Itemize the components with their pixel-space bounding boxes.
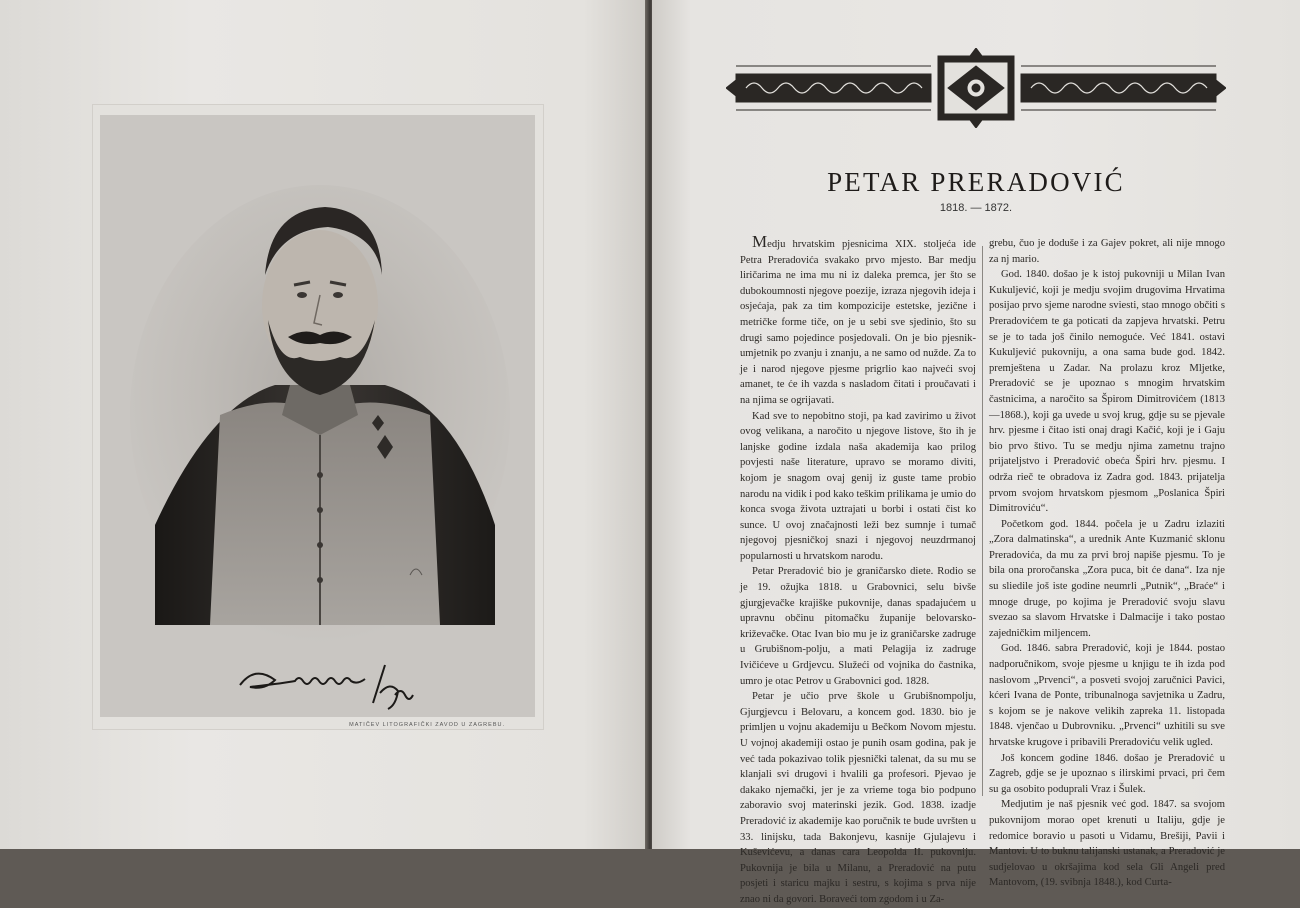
left-page: [0, 0, 648, 849]
paragraph: Petar Preradović bio je graničarsko diete. Rodio se je 19. ožujka 1818. u Grabovnici, selu bivše gjurgjevačke krajiške pukovnije, danas spadajućem u upravnu občinu pitomačku županije belovarsko-križevačke. Otac Ivan bio mu je iz graničarske zadruge u Grubišnom-polju, a mati Pelagija iz zadruge Ivičićeve u Grdjevcu. Služeći od vojnika do častnika, umro je otac Petrov u Grabovnici god. 1828.: [740, 566, 976, 687]
signature-image: [235, 645, 415, 715]
article-dates: 1818. — 1872.: [939, 202, 1013, 214]
paragraph: Medju hrvatskim pjesnicima XIX. stoljeća ide Petra Preradovića svakako prvo mjesto. Bar medju liričarima ne ima mu ni iz daleka premca, jer što se dubokoumnosti njegove poezije, izraza njegovih ideja i osjećaja, pak za tim kompozicije estetske, jezične i metričke forme tiče, on je u sebi sve sjedinio, što su drugi samo pojedince posjedovali. On je bio pjesnik-umjetnik po zvanju i znanju, a ne samo od nužde. Za to je i narod njegove pjesme prigrlio kao najveći svoj amanet, te će ih vazda s nasladom čitati i proučavati i na njima se ogrijavati.: [740, 232, 976, 406]
drop-cap: M: [752, 232, 768, 251]
portrait-engraving: [100, 115, 535, 717]
paragraph: Petar je učio prve škole u Grubišnompolju, Gjurgjevcu i Belovaru, a koncem god. 1830. bio je primljen u vojnu akademiju u Bečkom Novom mjestu. U vojnoj akademiji ostao je punih osam godina, pak je već tada pokazivao tolik pjesnički talenat, da su mu se klanjali svi drugovi i hvalili ga profesori. Pjevao je dakako njemački, jer je za vrieme toga bio podpuno zaboravio svoj materinski jezik. God. 1838. izadje Preradović iz akademije kao poručnik te bude uvršten u 33. linijsku, tada Bakonjevu, kasnije Gjulajevu i Kuševićevu, a danas cara Leopolda II. pukovniju. Pukovnija je bila u Milanu, a Preradović na putu posjeti i staricu majku i sestru, s kojima s prva nije znao ni da govori. Boraveći tom zgodom i u Za-: [740, 691, 976, 905]
paragraph: Kad sve to nepobitno stoji, pa kad zavirimo u život ovog velikana, a naročito u njegove listove, što ih je lanjske godine izdala naša akademija kao prilog povjesti naše literature, upravo se moramo diviti, kojom je snagom ovaj genij iz guste tame probio narodu na vidik i pod kako teškim prilikama je umio do konca svoga života uztrajati u borbi i ostati čist ko sunce. U ovoj značajnosti leži bez sumnje i tumač njegovoj pjesničkoj snazi i njegovoj neuzdrmanoj popularnosti u hrvatskom narodu.: [740, 410, 976, 562]
article-title: PETAR PRERADOVIĆ: [827, 167, 1125, 197]
portrait-image: [100, 115, 535, 717]
paragraph: Još koncem godine 1846. došao je Preradović u Zagreb, gdje se je upoznao s ilirskimi prvaci, pri čem su ga osobito poduprali Vraz i Šulek.: [989, 752, 1225, 795]
paragraph: Medjutim je naš pjesnik već god. 1847. sa svojom pukovnijom morao opet krenuti u Italiju, gdje je redomice boravio u pasoti u Vidamu, Brešiji, Pavii i Mantovi. U to buknu talijanski ustanak, a Preradović je sudjelovao u okršajima kod sela Gli Angeli pred Mantovom, (19. svibnja 1848.), kod Curta-: [989, 799, 1225, 889]
paragraph: Početkom god. 1844. počela je u Zadru izlaziti „Zora dalmatinska“, a urednik Ante Kuzmanić sklonu Preradovića, da mu za prvi broj napiše pjesmu. To je bila ona proročanska „Zora puca, bit će dana“. Iza nje su sliedile još iste godine neumrli „Putnik“, „Braće“ i mnoge druge, po kojima je Preradović svoju slavu svezao sa slavom Hrvatske i Dalmacije i tako postao zajedničkim miljencem.: [989, 518, 1225, 639]
ornamental-header-icon: [726, 48, 1226, 128]
column-divider: [982, 246, 983, 796]
portrait-plate: [92, 104, 544, 730]
paragraph: God. 1840. došao je k istoj pukovniji u Milan Ivan Kukuljević, koji je medju svojim drugovima Hrvatima posijao prvo sjeme narodne sviesti, stao mnogo občiti s Preradovićem te ga poticati da zapjeva hrvatski. Petru se je to tada još činilo nemoguće. Već 1841. ostavi Kukuljević pukovniju, a ona sama bude god. 1842. premještena u Zadar. Na prolazu kroz Mljetke, Preradović se je upoznao s mnogim hrvatskim častnicima, a naročito sa Špirom Dimitrovićem (1813—1868.), koji ga uvede u svoj krug, gdje su se pjevale hrv. pjesme i čitao isti onaj dragi Kačić, koji je i Gaju bio prvo štivo. Tu se medju njima zametnu trajno prijateljstvo i Preradović obeća Špiri hrv. pjesmu. I održa rieč te obradova iz Zadra god. 1843. prijatelja prvom svojom hrvatskom pjesmom „Poslanica Špiri Dimitroviću“.: [989, 269, 1225, 515]
paragraph: grebu, čuo je doduše i za Gajev pokret, ali nije mnogo za nj mario.: [989, 238, 1225, 265]
text-column-left: [740, 232, 976, 905]
text-column-right: [989, 236, 1225, 889]
right-page: [652, 0, 1300, 905]
paragraph: God. 1846. sabra Preradović, koji je 1844. postao nadporučnikom, svoje pjesme u knjigu te ih izda pod naslovom „Prvenci“, a posveti svojoj zaručnici Pavici, kćeri Ivana de Ponte, tribunalnoga savjetnika u Zadru, s kojom se je nakove velikih zapreka 11. listopada 1848. vjenčao u Dubrovniku. „Prvenci“ uzhitili su sve hrvatske krugove i pribavili Preradoviću velik ugled.: [989, 643, 1225, 748]
plate-caption: MATIČEV LITOGRAFIČKI ZAVOD U ZAGREBU.: [349, 722, 505, 728]
